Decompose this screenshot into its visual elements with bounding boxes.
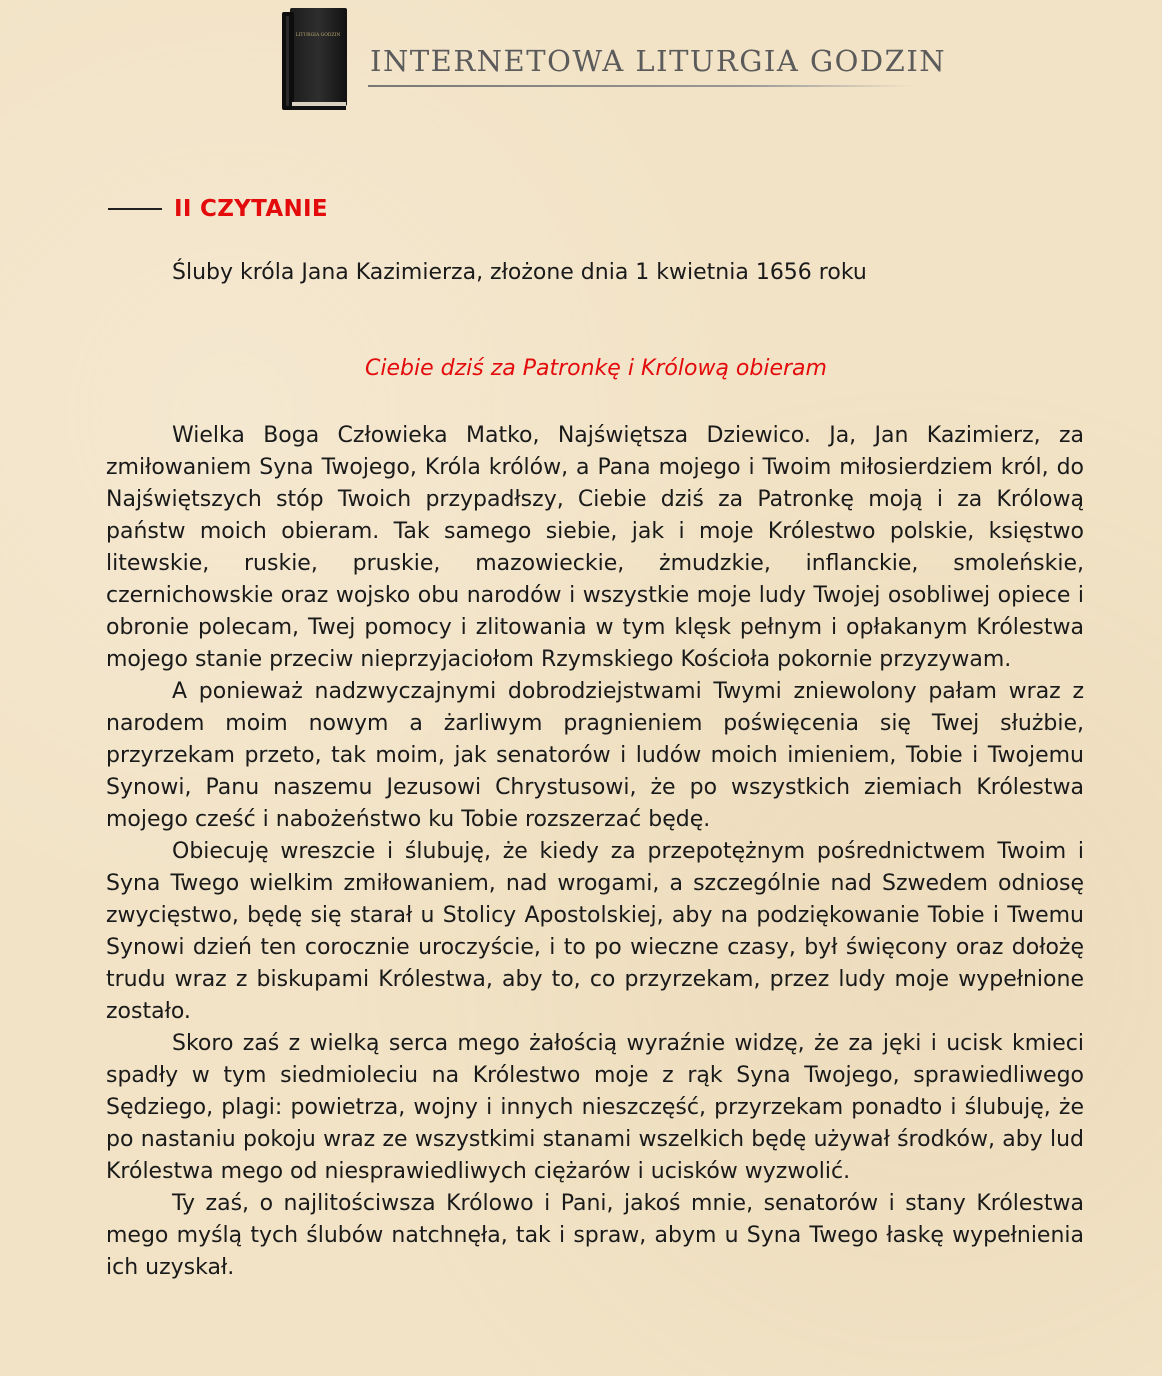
section-title: II CZYTANIE <box>174 196 328 222</box>
reading-paragraph: Wielka Boga Człowieka Matko, Najświętsza Dziewico. Ja, Jan Kazimierz, za zmiłowaniem Syna Twojego, Króla królów, a Pana mojego i Twoim miłosierdziem król, do Najświętszych stóp Twoich przypadłszy, Ciebie dziś za Patronkę moją i za Królową państw moich obieram. Tak samego siebie, jak i moje Królestwo polskie, księstwo litewskie, ruskie, pruskie, mazowieckie, żmudzkie, inflanckie, smoleńskie, czernichowskie oraz wojsko obu narodów i wszystkie moje ludy Twojej osobliwej opiece i obronie polecam, Twej pomocy i zlitowania w tym klęsk pełnym i opłakanym Królestwa mojego stanie przeciw nieprzyjaciołom Rzymskiego Kościoła pokornie przyzywam. <box>106 423 1084 672</box>
reading-paragraph: A ponieważ nadzwyczajnymi dobrodziejstwami Twymi zniewolony pałam wraz z narodem moim nowym a żarliwym pragnieniem poświęcenia się Twej służbie, przyrzekam przeto, tak moim, jak senatorów i ludów moich imieniem, Tobie i Twojemu Synowi, Panu naszemu Jezusowi Chrystusowi, że po wszystkich ziemiach Królestwa mojego cześć i nabożeństwo ku Tobie rozszerzać będę. <box>106 679 1084 832</box>
reading-paragraph: Skoro zaś z wielką serca mego żałością wyraźnie widzę, że za jęki i ucisk kmieci spadły w tym siedmioleciu na Królestwo moje z rąk Syna Twojego, sprawiedliwego Sędziego, plagi: powietrza, wojny i innych nieszczęść, przyrzekam ponadto i ślubuję, że po nastaniu pokoju wraz ze wszystkimi stanami wszelkich będę używał środków, aby lud Królestwa mego od niesprawiedliwych ciężarów i ucisków wyzwolić. <box>106 1031 1084 1184</box>
faded-background-text <box>590 10 890 40</box>
title-underline <box>368 85 913 87</box>
reading-motto: Ciebie dziś za Patronkę i Królową obieram <box>365 356 827 381</box>
section-dash <box>108 208 162 210</box>
site-header <box>0 0 1162 130</box>
breviary-book-icon[interactable] <box>280 6 350 112</box>
book-cover-label: LITURGIA GODZIN <box>295 33 341 38</box>
reading-body <box>106 420 1084 1284</box>
reading-paragraph: Ty zaś, o najlitościwsza Królowo i Pani, jakoś mnie, senatorów i stany Królestwa mego myślą tych ślubów natchnęła, tak i spraw, abym u Syna Twego łaskę wypełnienia ich uzyskał. <box>106 1191 1084 1280</box>
reading-paragraph: Obiecuję wreszcie i ślubuję, że kiedy za przepotężnym pośrednictwem Twoim i Syna Twego wielkim zmiłowaniem, nad wrogami, a szczególnie nad Szwedem odniosę zwycięstwo, będę się starał u Stolicy Apostolskiej, aby na podziękowanie Tobie i Twemu Synowi dzień ten corocznie uroczyście, i to po wieczne czasy, był święcony oraz dołożę trudu wraz z biskupami Królestwa, aby to, co przyrzekam, przez ludy moje wypełnione zostało. <box>106 839 1084 1024</box>
section-heading <box>108 196 328 222</box>
site-title[interactable]: INTERNETOWA LITURGIA GODZIN <box>370 44 947 78</box>
reading-source: Śluby króla Jana Kazimierza, złożone dnia 1 kwietnia 1656 roku <box>172 260 867 285</box>
